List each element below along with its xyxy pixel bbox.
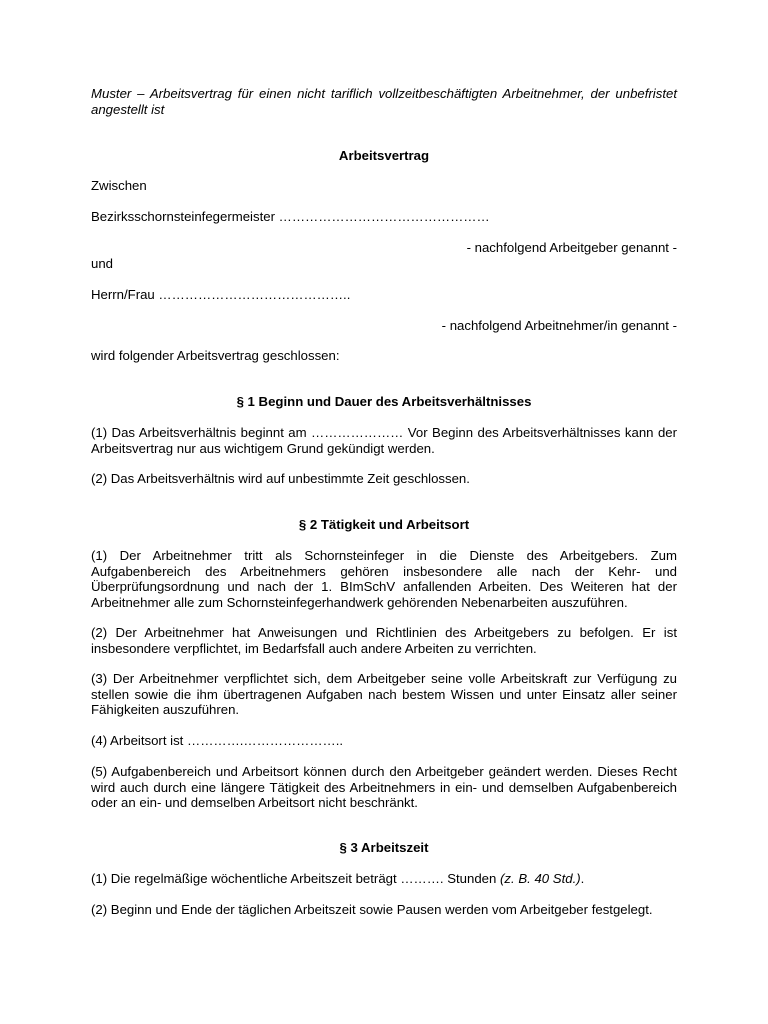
document-title: Arbeitsvertrag	[338, 148, 430, 163]
hours-example: (z. B. 40 Std.)	[500, 871, 581, 886]
section-3-heading: § 3 Arbeitszeit	[339, 840, 429, 855]
section-3-paragraph-1-text: (1) Die regelmäßige wöchentliche Arbeitszeit beträgt ………. Stunden	[91, 871, 501, 886]
section-3-paragraph-2: (2) Beginn und Ende der täglichen Arbeitszeit sowie Pausen werden vom Arbeitgeber festgelegt.	[91, 902, 653, 917]
concluded-line: wird folgender Arbeitsvertrag geschlossen:	[91, 348, 340, 363]
section-2-paragraph-1: (1) Der Arbeitnehmer tritt als Schornsteinfeger in die Dienste des Arbeitgebers. Zum Aufgabenbereich des Arbeitnehmers gehören insbesondere alle nach der Kehr- und Überprüfungsordnung und nach der 1. BImSchV anfallenden Arbeiten. Des Weiteren hat der Arbeitnehmer alle zum Schornsteinfegerhandwerk gehörenden Nebenarbeiten auszuführen.	[91, 548, 677, 610]
section-2-paragraph-4: (4) Arbeitsort ist ………….…………………..	[91, 733, 344, 748]
section-3-paragraph-1-end: .	[580, 871, 585, 886]
section-2-paragraph-2: (2) Der Arbeitnehmer hat Anweisungen und Richtlinien des Arbeitgebers zu befolgen. Er ist insbesondere verpflichtet, im Bedarfsfall auch andere Arbeiten zu verrichten.	[91, 625, 677, 656]
employer-note: - nachfolgend Arbeitgeber genannt -	[466, 240, 677, 255]
employer-line: Bezirksschornsteinfegermeister …………………………………………	[91, 209, 490, 224]
employee-line: Herrn/Frau ……………………………………..	[91, 287, 351, 302]
section-2-paragraph-5: (5) Aufgabenbereich und Arbeitsort können durch den Arbeitgeber geändert werden. Dieses Recht wird auch durch eine längere Tätigkeit des Arbeitnehmers in ein- und demselben Aufgabenbereich oder an ein- und demselben Arbeitsort nicht beschränkt.	[91, 764, 677, 811]
intro-note: Muster – Arbeitsvertrag für einen nicht tariflich vollzeitbeschäftigten Arbeitnehmer, der unbefristet angestellt ist	[91, 86, 677, 117]
section-1-heading: § 1 Beginn und Dauer des Arbeitsverhältnisses	[236, 394, 532, 409]
between-label: Zwischen	[91, 178, 147, 193]
employee-note: - nachfolgend Arbeitnehmer/in genannt -	[441, 318, 677, 333]
section-2-paragraph-3: (3) Der Arbeitnehmer verpflichtet sich, dem Arbeitgeber seine volle Arbeitskraft zur Verfügung zu stellen sowie die ihm übertragenen Aufgaben nach bestem Wissen und unter Einsatz aller seiner Fähigkeiten auszuführen.	[91, 671, 677, 718]
section-1-paragraph-2: (2) Das Arbeitsverhältnis wird auf unbestimmte Zeit geschlossen.	[91, 471, 470, 486]
section-1-paragraph-1: (1) Das Arbeitsverhältnis beginnt am ………………… Vor Beginn des Arbeitsverhältnisses kann der Arbeitsvertrag nur aus wichtigem Grund gekündigt werden.	[91, 425, 677, 456]
and-label: und	[91, 256, 114, 271]
section-2-heading: § 2 Tätigkeit und Arbeitsort	[298, 517, 470, 532]
section-3-paragraph-1	[91, 871, 677, 887]
